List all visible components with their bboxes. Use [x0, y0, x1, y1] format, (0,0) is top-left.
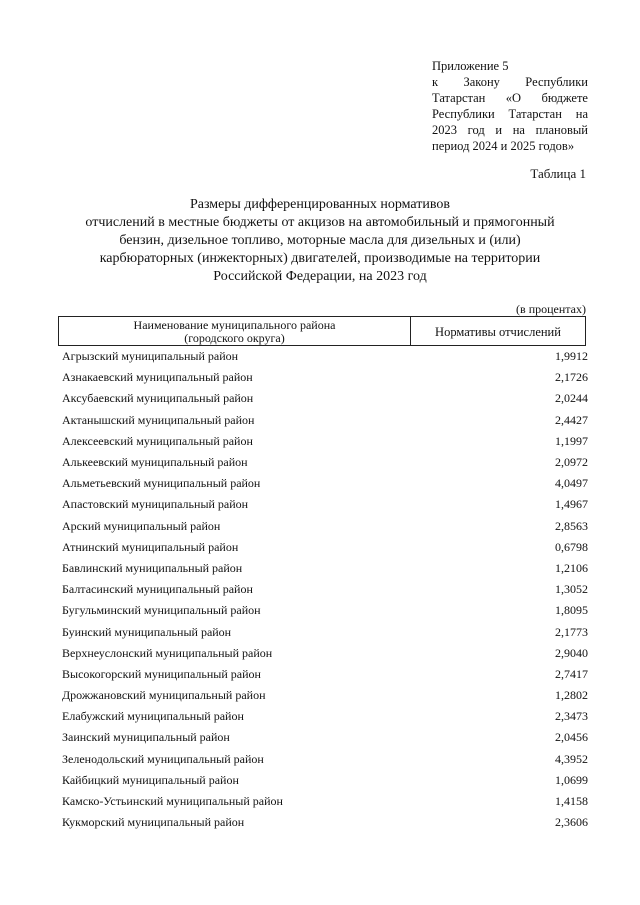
table-row [62, 537, 590, 558]
district-name: Балтасинский муниципальный район [62, 582, 253, 597]
district-name: Буинский муниципальный район [62, 624, 232, 639]
district-name: Бугульминский муниципальный район [62, 603, 261, 618]
table-row [62, 621, 590, 642]
annex-reference [432, 58, 588, 154]
district-name: Зеленодольский муниципальный район [62, 751, 264, 766]
annex-line: 2023 год и на плановый [432, 123, 588, 137]
table-row [62, 516, 590, 537]
norm-value: 1,3052 [555, 582, 588, 597]
title-line: Размеры дифференцированных нормативов [189, 197, 451, 212]
table-row [62, 431, 590, 452]
district-name: Аксубаевский муниципальный район [62, 391, 254, 406]
district-name: Алексеевский муниципальный район [62, 433, 253, 448]
table-row [62, 749, 590, 770]
table-row [62, 643, 590, 664]
annex-line: Республики Татарстан на [432, 107, 588, 121]
table-row [62, 367, 590, 388]
annex-line: период 2024 и 2025 годов» [432, 139, 575, 153]
district-name: Елабужский муниципальный район [62, 709, 244, 724]
norm-value: 4,3952 [555, 751, 588, 766]
table-row [62, 410, 590, 431]
norm-value: 2,4427 [555, 412, 588, 427]
district-name: Бавлинский муниципальный район [62, 560, 243, 575]
district-name: Дрожжановский муниципальный район [62, 688, 266, 703]
table-number: Таблица 1 [530, 166, 586, 181]
table-row [62, 558, 590, 579]
table-row [62, 494, 590, 515]
district-name: Алькеевский муниципальный район [62, 455, 248, 470]
norm-value: 2,8563 [555, 518, 588, 533]
norm-value: 1,2106 [555, 560, 588, 575]
district-name: Актанышский муниципальный район [62, 412, 255, 427]
table-row [62, 770, 590, 791]
annex-line: Татарстан «О бюджете [432, 91, 588, 105]
table-row [62, 600, 590, 621]
table-body [62, 346, 590, 833]
district-name: Альметьевский муниципальный район [62, 476, 261, 491]
norm-value: 0,6798 [555, 539, 588, 554]
norm-value: 1,2802 [555, 688, 588, 703]
district-name: Азнакаевский муниципальный район [62, 370, 253, 385]
district-name: Камско-Устьинский муниципальный район [62, 794, 283, 809]
district-name: Кукморский муниципальный район [62, 815, 245, 830]
table-row [62, 791, 590, 812]
table-row [62, 388, 590, 409]
annex-line: Приложение 5 [432, 59, 509, 73]
table-row [62, 664, 590, 685]
annex-line: к Закону Республики [432, 75, 588, 89]
table-row [62, 727, 590, 748]
district-name: Заинский муниципальный район [62, 730, 230, 745]
district-name: Высокогорский муниципальный район [62, 666, 261, 681]
table-row [62, 579, 590, 600]
norm-value: 2,1726 [555, 370, 588, 385]
norm-value: 1,8095 [555, 603, 588, 618]
title-line: бензин, дизельное топливо, моторные масла для дизельных и (или) [119, 233, 521, 248]
document-title [40, 196, 600, 286]
norm-value: 1,4967 [555, 497, 588, 512]
norm-value: 2,0244 [555, 391, 588, 406]
table-row [62, 685, 590, 706]
header-district-name [59, 317, 411, 345]
table-header [58, 316, 586, 346]
norm-value: 2,0972 [555, 455, 588, 470]
district-name: Атнинский муниципальный район [62, 539, 239, 554]
district-name: Агрызский муниципальный район [62, 349, 239, 364]
norm-value: 1,1997 [555, 433, 588, 448]
header-district-name-line: Наименование муниципального района [133, 318, 336, 332]
district-name: Арский муниципальный район [62, 518, 221, 533]
units-label: (в процентах) [516, 302, 586, 316]
norm-value: 2,1773 [555, 624, 588, 639]
header-norms: Нормативы отчислений [435, 325, 561, 339]
title-line: карбюраторных (инжекторных) двигателей, производимые на территории [99, 251, 541, 266]
table-row [62, 706, 590, 727]
district-name: Верхнеуслонский муниципальный район [62, 645, 273, 660]
norm-value: 2,9040 [555, 645, 588, 660]
district-name: Кайбицкий муниципальный район [62, 772, 239, 787]
norm-value: 2,0456 [555, 730, 588, 745]
table-row [62, 473, 590, 494]
norm-value: 1,9912 [555, 349, 588, 364]
table-row [62, 812, 590, 833]
norm-value: 2,3606 [555, 815, 588, 830]
title-line: отчислений в местные бюджеты от акцизов на автомобильный и прямогонный [85, 215, 555, 230]
norm-value: 1,0699 [555, 772, 588, 787]
norm-value: 1,4158 [555, 794, 588, 809]
norm-value: 2,7417 [555, 666, 588, 681]
header-district-name-line: (городского округа) [184, 331, 285, 345]
title-line: Российской Федерации, на 2023 год [213, 269, 427, 284]
norm-value: 4,0497 [555, 476, 588, 491]
norm-value: 2,3473 [555, 709, 588, 724]
district-name: Апастовский муниципальный район [62, 497, 249, 512]
table-row [62, 346, 590, 367]
table-row [62, 452, 590, 473]
